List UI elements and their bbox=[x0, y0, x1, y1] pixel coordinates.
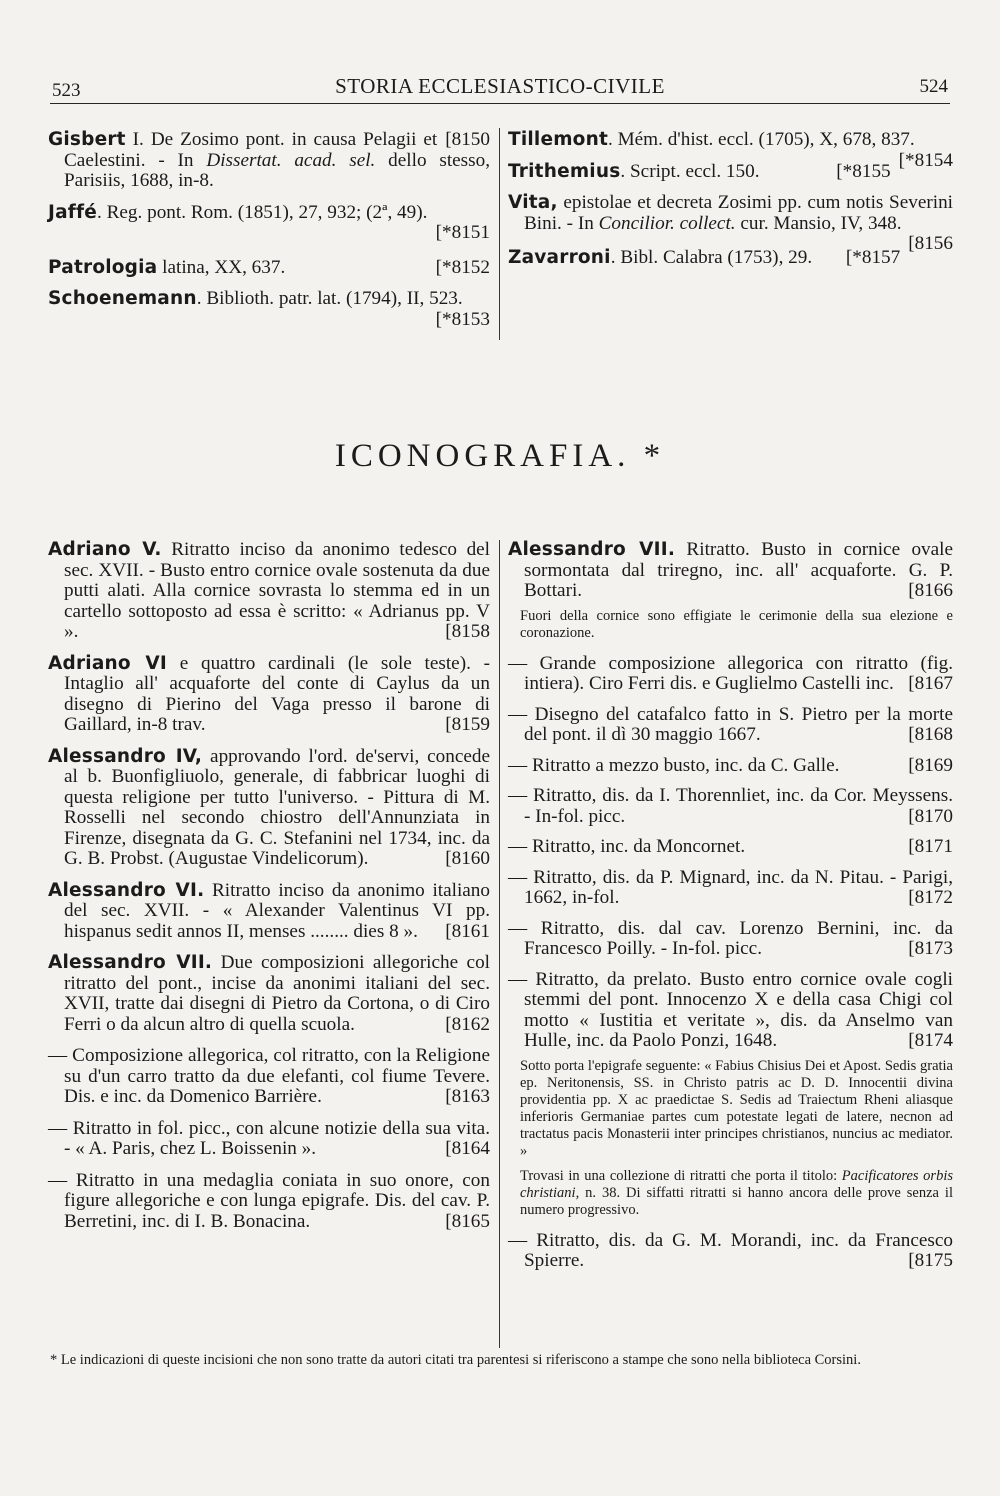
page-number-right: 524 bbox=[919, 76, 948, 97]
entry-note: Sotto porta l'epigrafe seguente: « Fabius Chisius Dei et Apost. Sedis gratia ep. Neritonensis, SS. in Christo patris ac D. D. Innocentii divina providentia pp. X ac praedictae S. Sedis ad Traiectum Rheni aliasque inferioris Germaniae partes cum potestate legati de latere, necnon ad tractatus pacis Monasterii inter principes christianos, nuncius ac mediator. » bbox=[520, 1057, 953, 1159]
bibliography-entry: Tillemont. Mém. d'hist. eccl. (1705), X, 678, 837. [*8154 bbox=[508, 129, 953, 171]
column-divider-bottom bbox=[499, 540, 500, 1348]
iconografia-entry: — Composizione allegorica, col ritratto, con la Religione su d'un carro tratto da due elefanti, col fiume Tevere. Dis. e inc. da Domenico Barrière. [8163 bbox=[48, 1045, 490, 1107]
page-header bbox=[40, 74, 960, 102]
bibliography-entry: Vita, epistolae et decreta Zosimi pp. cum notis Severini Bini. - In Concilior. collect. cur. Mansio, IV, 348. [8156 bbox=[508, 192, 953, 254]
bibliography-entry: [*8155 Trithemius. Script. eccl. 150. bbox=[508, 160, 891, 182]
footnote: * Le indicazioni di queste incisioni che non sono tratte da autori citati tra parentesi si riferiscono a stampe che sono nella biblioteca Corsini. bbox=[50, 1352, 861, 1368]
section-title: ICONOGRAFIA. * bbox=[334, 438, 666, 474]
iconografia-entry: Alessandro VI. Ritratto inciso da anonimo italiano del sec. XVII. - « Alexander Valentinus VI pp. hispanus sedit annos II, menses ........ dies 8 ». [8161 bbox=[48, 879, 490, 942]
page-number-left: 523 bbox=[52, 80, 81, 101]
iconografia-entry: — Ritratto, inc. da Moncornet. [8171 bbox=[508, 836, 953, 857]
iconografia-right-column bbox=[508, 540, 953, 1282]
bibliography-entry: [*8157 Zavarroni. Bibl. Calabra (1753), 29. bbox=[508, 247, 901, 268]
iconografia-left-column bbox=[48, 540, 490, 1243]
header-rule bbox=[50, 103, 950, 104]
entry-note: Fuori della cornice sono effigiate le cerimonie della sua elezione e coronazione. bbox=[520, 607, 953, 641]
iconografia-entry: — Ritratto, dis. da I. Thorennliet, inc. da Cor. Meyssens. - In-fol. picc. [8170 bbox=[508, 785, 953, 827]
column-divider-top bbox=[499, 128, 500, 340]
bibliography-entry: Jaffé. Reg. pont. Rom. (1851), 27, 932; (2ª, 49). [*8151 bbox=[48, 201, 490, 243]
running-title: STORIA ECCLESIASTICO-CIVILE bbox=[335, 74, 665, 98]
iconografia-entry: — Disegno del catafalco fatto in S. Pietro per la morte del pont. il dì 30 maggio 1667. [8168 bbox=[508, 703, 953, 745]
iconografia-entry: — Ritratto, dis. da G. M. Morandi, inc. da Francesco Spierre. [8175 bbox=[508, 1229, 953, 1271]
iconografia-entry: Adriano V. Ritratto inciso da anonimo tedesco del sec. XVII. - Busto entro cornice ovale sostenuta da due putti alati. Alla cornice sovrasta lo stemma ed in un cartello sottoposto ad essa è scritto: « Adrianus pp. V ». [8158 bbox=[48, 539, 491, 642]
iconografia-entry: Alessandro IV, approvando l'ord. de'servi, concede al b. Buonfigliuolo, generale, di fabbricar luoghi di questa religione per tutto l'universo. - Pittura di M. Rosselli nel secondo chiostro dell'Annunziata in Firenze, disegnata da G. C. Stefanini nel 1734, inc. da G. B. Probst. (Augustae Vindelicorum). [8160 bbox=[48, 745, 491, 869]
iconografia-entry: — Grande composizione allegorica con ritratto (fig. intiera). Ciro Ferri dis. e Guglielmo Castelli inc. [8167 bbox=[508, 652, 953, 694]
entry-note: Trovasi in una collezione di ritratti che porta il titolo: Pacificatores orbis christiani, n. 38. Di siffatti ritratti si hanno ancora delle prove senza il numero progressivo. bbox=[520, 1167, 953, 1218]
iconografia-entry: — Ritratto, da prelato. Busto entro cornice ovale cogli stemmi del pont. Innocenzo X e della casa Chigi col motto « Iustitia et veritate », dis. da Anselmo van Hulle, inc. da Paolo Ponzi, 1648. [8174 bbox=[508, 968, 953, 1051]
bibliography-entry: Schoenemann. Biblioth. patr. lat. (1794), II, 523. [*8153 bbox=[48, 288, 490, 330]
iconografia-entry: Alessandro VII. Due composizioni allegoriche col ritratto del pont., incise da anonimi italiani del sec. XVII, tratte dai disegni di Pietro da Cortona, o di Ciro Ferri o da alcun altro di quella scuola. [8162 bbox=[48, 952, 490, 1035]
iconografia-entry: — Ritratto in fol. picc., con alcune notizie della sua vita. - « A. Paris, chez L. Boissenin ». [8164 bbox=[48, 1117, 490, 1159]
iconografia-entry: Adriano VI e quattro cardinali (le sole teste). - Intaglio all' acquaforte del conte di Caylus da un disegno di Pierino del Vaga presso il barone di Gaillard, in-8 trav. [8159 bbox=[48, 652, 491, 735]
iconografia-entry: — Ritratto, dis. da P. Mignard, inc. da N. Pitau. - Parigi, 1662, in-fol. [8172 bbox=[508, 866, 953, 908]
bibliography-left-column bbox=[48, 130, 490, 330]
iconografia-entry: Alessandro VII. Ritratto. Busto in cornice ovale sormontata dal triregno, inc. all' acquaforte. G. P. Bottari. [8166 bbox=[508, 539, 953, 601]
iconografia-entry: — Ritratto, dis. dal cav. Lorenzo Bernini, inc. da Francesco Poilly. - In-fol. picc. [8173 bbox=[508, 917, 953, 959]
iconografia-entry: — Ritratto in una medaglia coniata in suo onore, con figure allegoriche e con lunga epigrafe. Dis. del cav. P. Berretini, inc. di I. B. Bonacina. [8165 bbox=[48, 1169, 490, 1232]
bibliography-right-column bbox=[508, 130, 953, 280]
bibliography-entry: [*8152 Patrologia latina, XX, 637. bbox=[48, 256, 490, 278]
iconografia-entry: — Ritratto a mezzo busto, inc. da C. Galle. [8169 bbox=[508, 754, 953, 776]
bibliography-entry: [8150 Gisbert I. De Zosimo pont. in causa Pelagii et Caelestini. - In Dissertat. acad. sel. dello stesso, Parisiis, 1688, in-8. bbox=[48, 129, 490, 191]
